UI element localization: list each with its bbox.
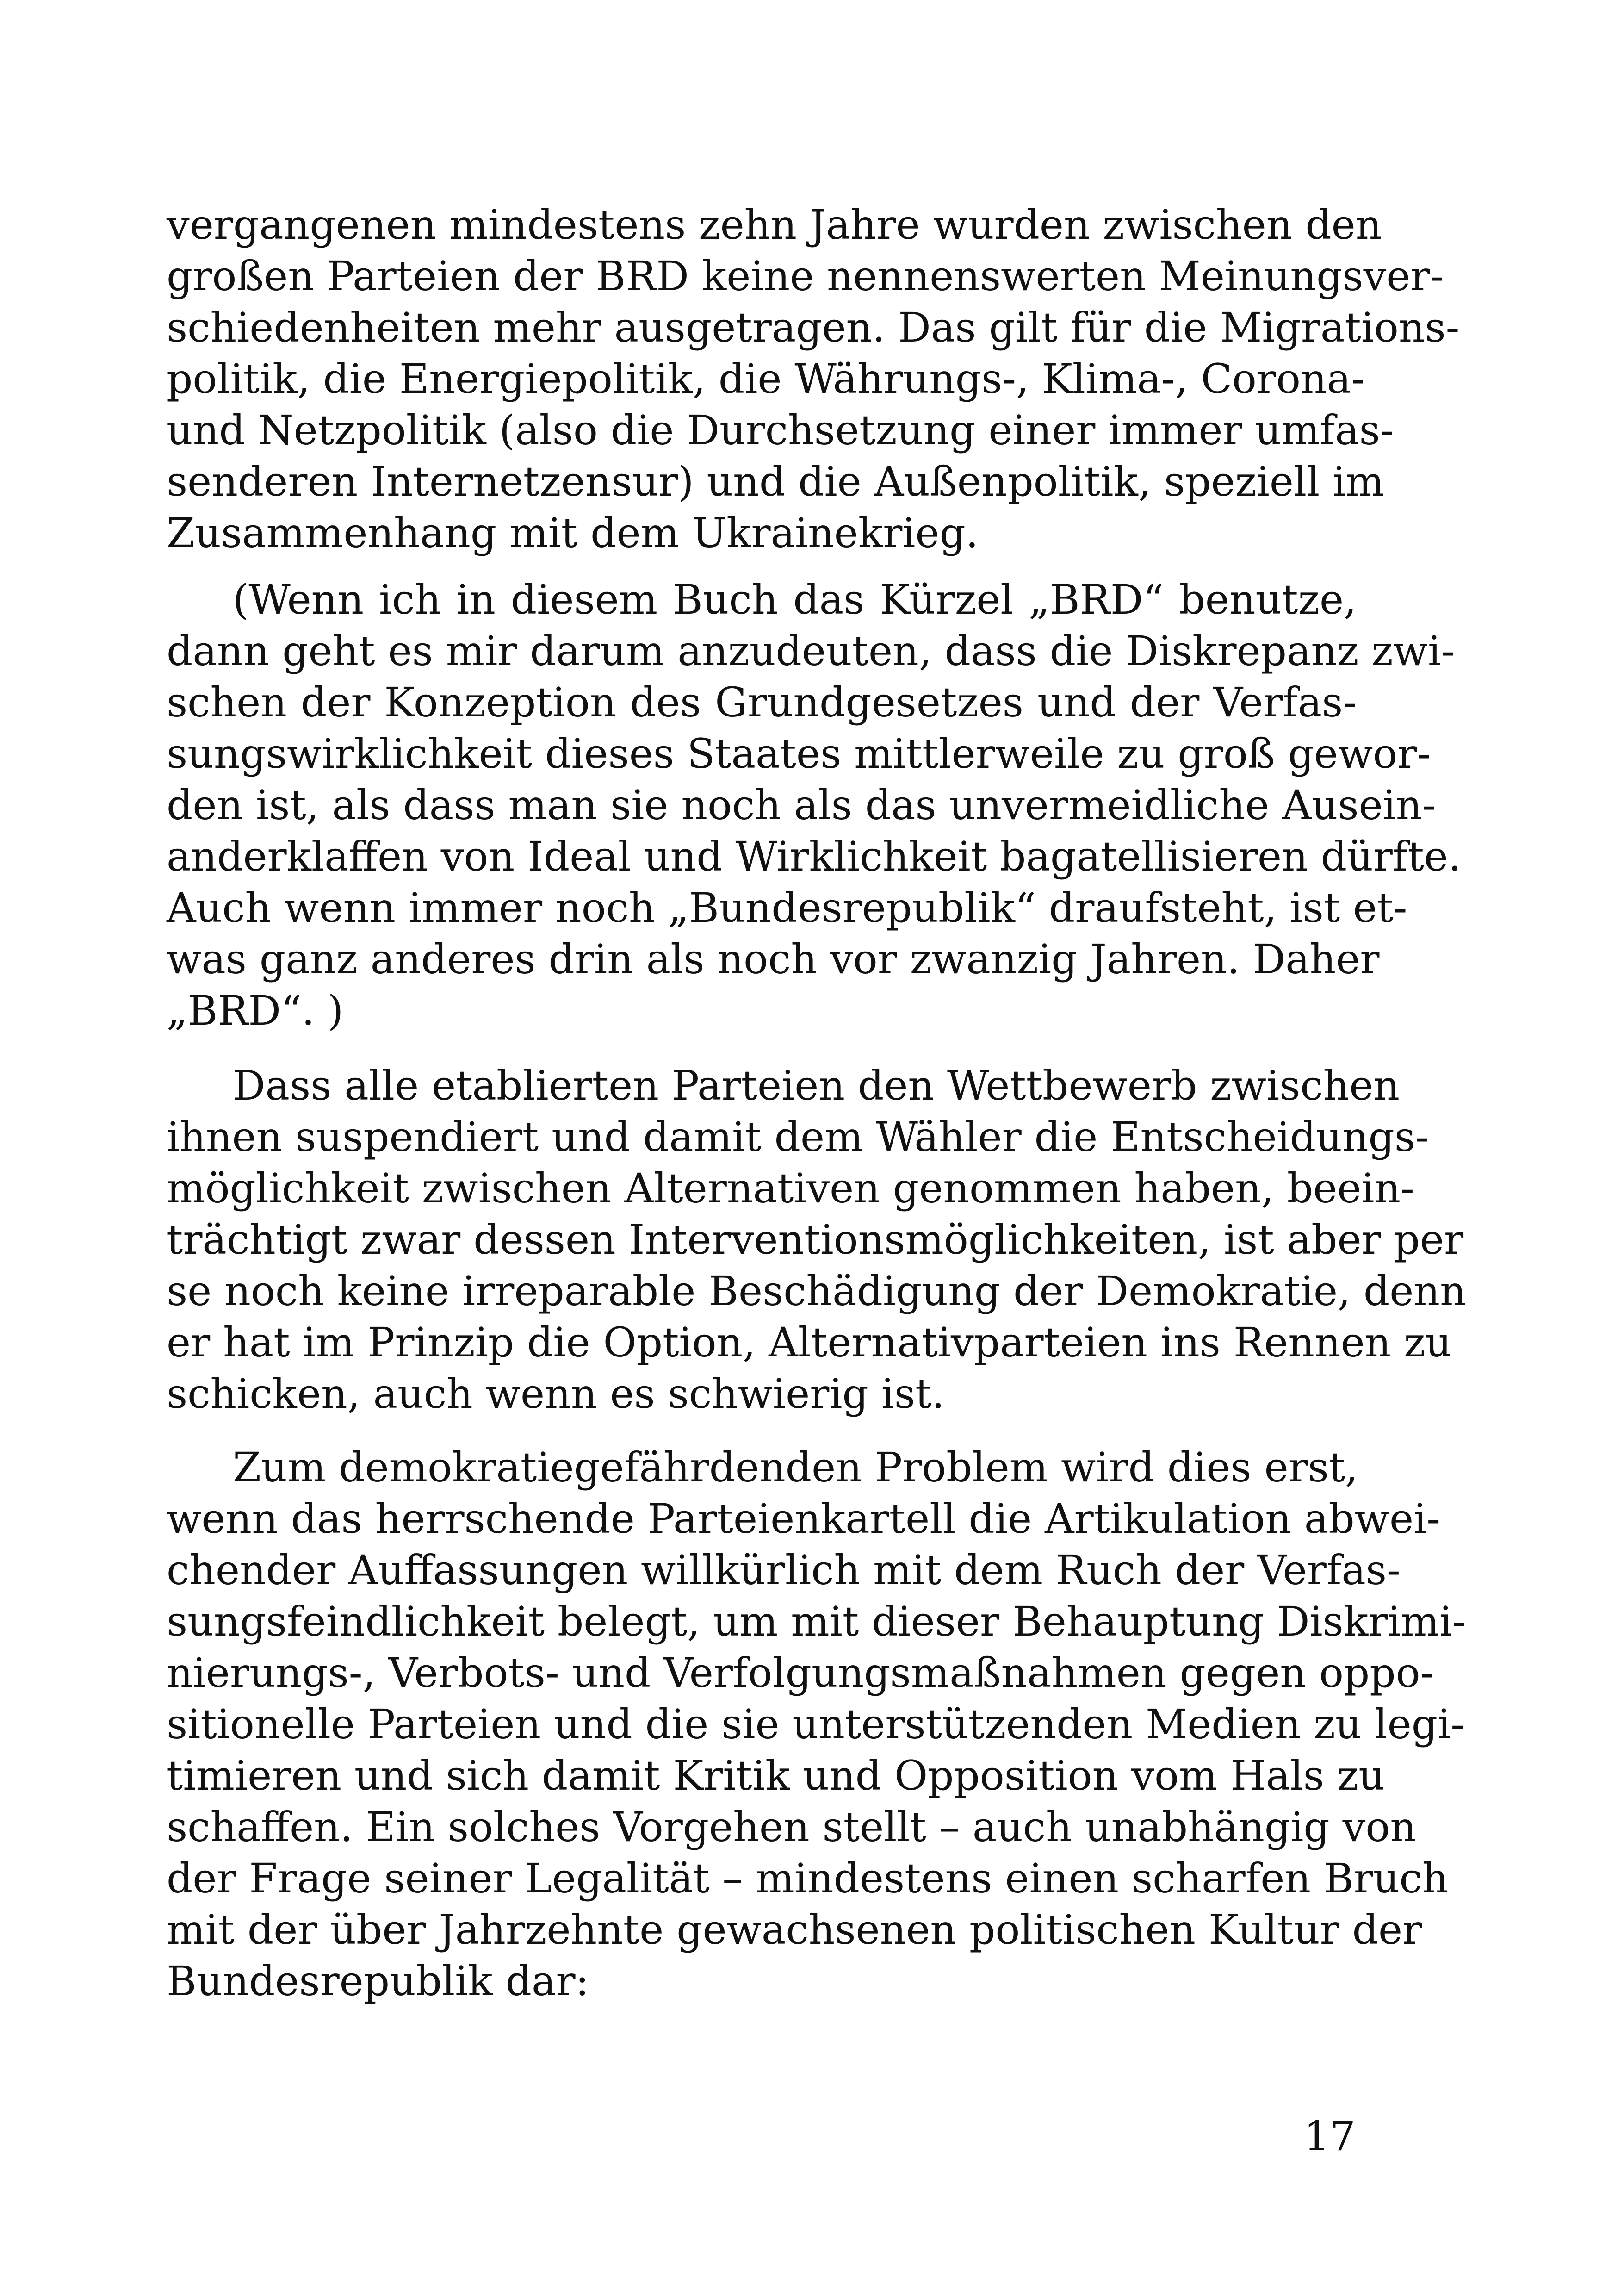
text-line: möglichkeit zwischen Alternativen genommen haben, beein- — [167, 1164, 1414, 1212]
text-line: dann geht es mir darum anzudeuten, dass die Diskrepanz zwi- — [167, 627, 1455, 675]
page-number: 17 — [1304, 2112, 1356, 2160]
text-line: großen Parteien der BRD keine nennenswerten Meinungsver- — [167, 252, 1444, 300]
text-line: chender Auffassungen willkürlich mit dem Ruch der Verfas- — [167, 1546, 1401, 1594]
text-line: timieren und sich damit Kritik und Opposition vom Hals zu — [167, 1752, 1385, 1799]
text-line: Bundesrepublik dar: — [167, 1957, 589, 2005]
text-line: schicken, auch wenn es schwierig ist. — [167, 1370, 945, 1418]
text-line: sungsfeindlichkeit belegt, um mit dieser Behauptung Diskrimi- — [167, 1598, 1466, 1645]
text-line: er hat im Prinzip die Option, Alternativparteien ins Rennen zu — [167, 1319, 1452, 1366]
paragraph-2 — [167, 574, 1461, 1036]
text-line: schiedenheiten mehr ausgetragen. Das gilt für die Migrations- — [167, 304, 1460, 351]
text-line: und Netzpolitik (also die Durchsetzung einer immer umfas- — [167, 406, 1394, 454]
text-line: trächtigt zwar dessen Interventionsmöglichkeiten, ist aber per — [167, 1216, 1464, 1263]
text-line: Zusammenhang mit dem Ukrainekrieg. — [167, 509, 979, 557]
text-line: schaffen. Ein solches Vorgehen stellt – auch unabhängig von — [167, 1803, 1417, 1851]
text-line: (Wenn ich in diesem Buch das Kürzel „BRD“ benutze, — [233, 576, 1357, 623]
text-line: was ganz anderes drin als noch vor zwanzig Jahren. Daher — [167, 935, 1380, 983]
text-line: anderklaffen von Ideal und Wirklichkeit bagatellisieren dürfte. — [167, 833, 1461, 880]
paragraph-3 — [167, 1060, 1466, 1419]
text-line: der Frage seiner Legalität – mindestens einen scharfen Bruch — [167, 1854, 1449, 1902]
text-line: „BRD“. ) — [167, 987, 344, 1034]
text-line: Auch wenn immer noch „Bundesrepublik“ draufsteht, ist et- — [167, 884, 1407, 932]
text-line: wenn das herrschende Parteienkartell die Artikulation abwei- — [167, 1495, 1440, 1543]
text-line: se noch keine irreparable Beschädigung der Demokratie, denn — [167, 1267, 1466, 1315]
text-line: Zum demokratiegefährdenden Problem wird dies erst, — [233, 1444, 1358, 1491]
text-line: sitionelle Parteien und die sie unterstützenden Medien zu legi- — [167, 1700, 1464, 1748]
text-line: mit der über Jahrzehnte gewachsenen politischen Kultur der — [167, 1906, 1422, 1954]
text-line: politik, die Energiepolitik, die Währungs-, Klima-, Corona- — [167, 355, 1365, 403]
text-line: ihnen suspendiert und damit dem Wähler die Entscheidungs- — [167, 1113, 1429, 1161]
text-line: vergangenen mindestens zehn Jahre wurden zwischen den — [167, 201, 1382, 249]
text-line: senderen Internetzensur) und die Außenpolitik, speziell im — [167, 458, 1384, 505]
text-line: sungswirklichkeit dieses Staates mittlerweile zu groß gewor- — [167, 730, 1431, 778]
paragraph-4 — [167, 1442, 1466, 2007]
text-line: Dass alle etablierten Parteien den Wettbewerb zwischen — [233, 1062, 1400, 1109]
text-line: schen der Konzeption des Grundgesetzes und der Verfas- — [167, 678, 1357, 726]
text-line: nierungs-, Verbots- und Verfolgungsmaßnahmen gegen oppo- — [167, 1649, 1434, 1697]
text-line: den ist, als dass man sie noch als das unvermeidliche Ausein- — [167, 781, 1436, 829]
paragraph-1 — [167, 199, 1460, 559]
